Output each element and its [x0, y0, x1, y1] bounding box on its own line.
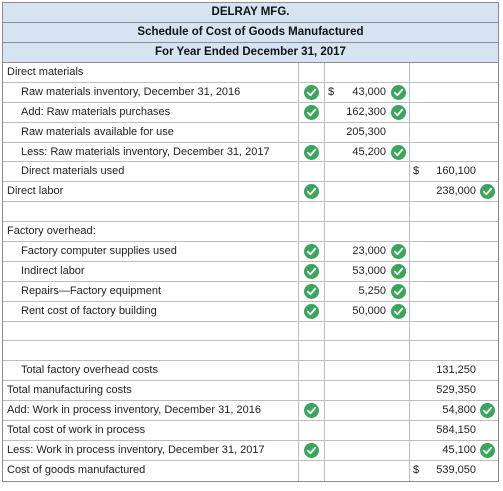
table-row [3, 162, 498, 182]
dollar-sign: $ [328, 85, 335, 98]
cogm-schedule-table [2, 2, 499, 482]
total-amount-cell[interactable] [409, 123, 498, 142]
table-row [3, 401, 498, 421]
row-label[interactable]: Direct materials used [21, 165, 125, 178]
detail-amount-cell[interactable] [324, 302, 409, 321]
label-check-cell [298, 202, 324, 221]
check-circle-icon [480, 184, 495, 199]
detail-amount-cell[interactable] [324, 322, 409, 341]
amount-value: 238,000 [436, 185, 476, 198]
detail-amount-cell[interactable] [324, 461, 409, 481]
table-row [3, 322, 498, 342]
check-circle-icon [480, 403, 495, 418]
check-circle-icon [391, 85, 406, 100]
total-amount-cell[interactable] [409, 63, 498, 82]
amount-value: 584,150 [436, 424, 476, 437]
label-check-cell [298, 361, 324, 380]
label-check-cell [298, 341, 324, 360]
schedule-rows [3, 63, 498, 481]
label-check-cell [298, 83, 324, 102]
check-circle-icon [480, 443, 495, 458]
detail-amount-cell[interactable] [324, 103, 409, 122]
check-circle-icon [304, 145, 319, 160]
check-circle-icon [391, 105, 406, 120]
check-circle-icon [304, 304, 319, 319]
table-row [3, 282, 498, 302]
check-circle-icon [304, 184, 319, 199]
table-row [3, 83, 498, 103]
total-amount-cell[interactable] [409, 202, 498, 221]
total-amount-cell[interactable] [409, 143, 498, 162]
table-row [3, 202, 498, 222]
label-check-cell [298, 441, 324, 460]
label-check-cell [298, 103, 324, 122]
table-row [3, 381, 498, 401]
check-circle-icon [304, 403, 319, 418]
check-circle-icon [304, 284, 319, 299]
row-label[interactable]: Total factory overhead costs [21, 364, 158, 377]
table-row [3, 123, 498, 143]
total-amount-cell[interactable] [409, 361, 498, 380]
total-amount-cell[interactable] [409, 222, 498, 241]
row-label[interactable]: Factory overhead: [7, 225, 96, 238]
total-amount-cell[interactable] [409, 302, 498, 321]
amount-value: 53,000 [352, 264, 386, 277]
dollar-sign: $ [413, 165, 420, 178]
total-amount-cell[interactable] [409, 441, 498, 460]
amount-value: 160,100 [436, 165, 476, 178]
total-amount-cell[interactable] [409, 381, 498, 400]
detail-amount-cell[interactable] [324, 83, 409, 102]
row-label[interactable]: Factory computer supplies used [21, 245, 177, 258]
row-label[interactable]: Rent cost of factory building [21, 304, 157, 317]
schedule-title: Schedule of Cost of Goods Manufactured [3, 23, 498, 43]
label-check-cell [298, 162, 324, 181]
check-circle-icon [304, 264, 319, 279]
label-check-cell [298, 282, 324, 301]
amount-value: 5,250 [358, 284, 386, 297]
detail-amount-cell[interactable] [324, 182, 409, 201]
row-label[interactable]: Repairs—Factory equipment [21, 284, 162, 297]
total-amount-cell[interactable] [409, 401, 498, 420]
row-label[interactable]: Less: Work in process inventory, December 31, 2017 [7, 443, 265, 456]
total-amount-cell[interactable] [409, 103, 498, 122]
label-check-cell [298, 302, 324, 321]
detail-amount-cell[interactable] [324, 441, 409, 460]
total-amount-cell[interactable] [409, 242, 498, 261]
row-label[interactable]: Indirect labor [21, 264, 85, 277]
check-circle-icon [391, 284, 406, 299]
amount-value: 23,000 [352, 245, 386, 258]
table-row [3, 262, 498, 282]
table-row [3, 143, 498, 163]
check-circle-icon [391, 244, 406, 259]
detail-amount-cell[interactable] [324, 143, 409, 162]
row-label[interactable] [3, 341, 298, 360]
row-label[interactable]: Add: Work in process inventory, December 31, 2016 [7, 404, 261, 417]
total-amount-cell[interactable] [409, 182, 498, 201]
total-amount-cell[interactable] [409, 322, 498, 341]
period-label: For Year Ended December 31, 2017 [3, 43, 498, 63]
detail-amount-cell[interactable] [324, 162, 409, 181]
amount-value: 50,000 [352, 304, 386, 317]
label-check-cell [298, 322, 324, 341]
table-row [3, 222, 498, 242]
total-amount-cell[interactable] [409, 341, 498, 360]
table-row [3, 361, 498, 381]
row-label[interactable]: Total manufacturing costs [7, 384, 132, 397]
table-row [3, 63, 498, 83]
table-row [3, 461, 498, 481]
total-amount-cell[interactable] [409, 461, 498, 481]
table-row [3, 182, 498, 202]
row-label[interactable]: Raw materials available for use [21, 125, 174, 138]
detail-amount-cell[interactable] [324, 361, 409, 380]
amount-value: 539,050 [436, 463, 476, 476]
amount-value: 45,100 [442, 443, 476, 456]
label-check-cell [298, 242, 324, 261]
total-amount-cell[interactable] [409, 421, 498, 440]
check-circle-icon [391, 304, 406, 319]
table-row [3, 421, 498, 441]
amount-value: 205,300 [346, 125, 386, 138]
check-circle-icon [304, 105, 319, 120]
amount-value: 45,200 [352, 145, 386, 158]
detail-amount-cell[interactable] [324, 421, 409, 440]
amount-value: 43,000 [352, 85, 386, 98]
table-row [3, 441, 498, 461]
row-label[interactable]: Cost of goods manufactured [7, 463, 146, 476]
amount-value: 529,350 [436, 384, 476, 397]
row-label[interactable]: Raw materials inventory, December 31, 2016 [21, 85, 241, 98]
detail-amount-cell[interactable] [324, 242, 409, 261]
check-circle-icon [304, 443, 319, 458]
table-row [3, 302, 498, 322]
detail-amount-cell[interactable] [324, 222, 409, 241]
detail-amount-cell[interactable] [324, 63, 409, 82]
detail-amount-cell[interactable] [324, 381, 409, 400]
detail-amount-cell[interactable] [324, 202, 409, 221]
label-check-cell [298, 381, 324, 400]
detail-amount-cell[interactable] [324, 401, 409, 420]
label-check-cell [298, 63, 324, 82]
label-check-cell [298, 421, 324, 440]
check-circle-icon [304, 244, 319, 259]
label-check-cell [298, 182, 324, 201]
label-check-cell [298, 262, 324, 281]
amount-value: 131,250 [436, 364, 476, 377]
company-name: DELRAY MFG. [3, 3, 498, 23]
row-label[interactable] [3, 322, 298, 341]
check-circle-icon [391, 264, 406, 279]
detail-amount-cell[interactable] [324, 282, 409, 301]
label-check-cell [298, 401, 324, 420]
total-amount-cell[interactable] [409, 162, 498, 181]
table-row [3, 242, 498, 262]
row-label[interactable]: Direct materials [7, 66, 84, 78]
row-label[interactable]: Less: Raw materials inventory, December 31, 2017 [21, 145, 270, 158]
dollar-sign: $ [413, 463, 420, 476]
total-amount-cell[interactable] [409, 262, 498, 281]
label-check-cell [298, 461, 324, 481]
label-check-cell [298, 143, 324, 162]
label-check-cell [298, 123, 324, 142]
table-row [3, 103, 498, 123]
check-circle-icon [391, 145, 406, 160]
detail-amount-cell[interactable] [324, 341, 409, 360]
check-circle-icon [304, 85, 319, 100]
amount-value: 162,300 [346, 105, 386, 118]
row-label[interactable]: Direct labor [7, 185, 64, 198]
row-label[interactable]: Total cost of work in process [7, 424, 146, 437]
total-amount-cell[interactable] [409, 83, 498, 102]
row-label[interactable] [3, 202, 298, 221]
total-amount-cell[interactable] [409, 282, 498, 301]
detail-amount-cell[interactable] [324, 123, 409, 142]
table-row [3, 341, 498, 361]
amount-value: 54,800 [442, 404, 476, 417]
row-label[interactable]: Add: Raw materials purchases [21, 105, 171, 118]
label-check-cell [298, 222, 324, 241]
detail-amount-cell[interactable] [324, 262, 409, 281]
